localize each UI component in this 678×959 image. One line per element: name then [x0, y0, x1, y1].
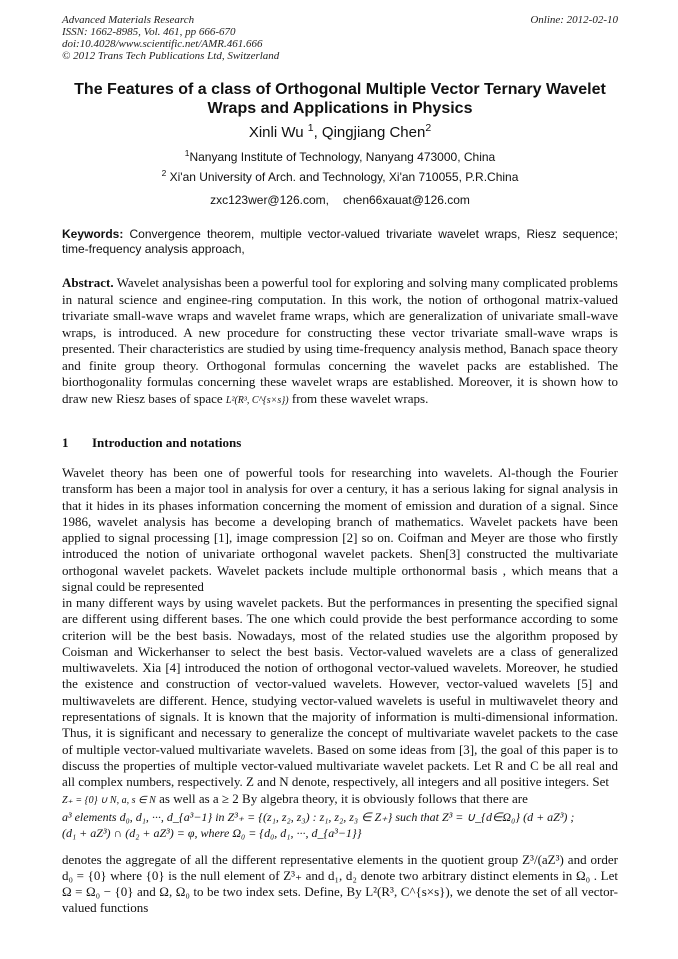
issn-line: ISSN: 1662-8985, Vol. 461, pp 666-670 [62, 26, 236, 38]
abstract-text: Wavelet analysishas been a powerful tool for exploring and solving many complicated problems in natural science and enginee-ring computation. In this work, the notion of orthogonal matrix-valued trivariate small-wave wraps and wavelet frame wraps, which are generalization of univariate small-wave wraps, is introduced. A new procedure for constructing these vector trivariate small-wave wraps is presented. Their characteristics are studied by using time-frequency analysis method, Banach space theory and finite group theory. Orthogonal formulas concerning the wavelet packs are established. The biorthogonality formulas concerning these wavelet wraps are established. Moreover, it is shown how to draw new Riesz bases of space [62, 275, 618, 406]
abstract-block [62, 275, 618, 409]
intro-paragraph-1: Wavelet theory has been one of powerful tools for researching into wavelets. Al-though the Fourier transform has been a major tool in analysis for over a century, it has a serious laking for signal analysis in that it hides in its phases information concerning the moment of emission and duration of a signal. Since 1986, wavelet analysis has become a developing branch of mathematics. Wavelet packets have been applied to signal processing [1], image compression [2] so on. Coifman and Meyer are those who firstly introduced the notion of univariate orthogonal wavelet packets. Shen[3] constructed the multivariate orthogonal wavelet packets. Wavelet packets include multiple orthonormal basis , which means that a signal could be represented [62, 465, 618, 595]
author-separator: , [313, 124, 322, 141]
abstract-label: Abstract. [62, 275, 114, 290]
author-1-affiliation-mark: 1 [307, 122, 314, 134]
intro-paragraph-3: denotes the aggregate of all the different representative elements in the quotient group Z³/(aZ³) and order d₀ = {0} where {0} is the null element of Z³₊ and d₁, d₂ denote two arbitrary distinct elements in Ω₀ . Let Ω = Ω₀ − {0} and Ω, Ω₀ to be two index sets. Define, By L²(R³, C^{s×s}), we denote the set of all vector-valued functions [62, 852, 618, 915]
section-number: 1 [62, 435, 69, 450]
intro-paragraph-2-text: in many different ways by using wavelet packets. But the performances in presenting the specified signal are different using different bases. The one which could provide the best performance according to some criterion will be the best basis. Nowadays, most of the related studies use the algorithm proposed by Coisman and Wickerhanser to select the best basis. Vector-valued wavelets are a class of generalized multiwavelets. Xia [4] introduced the notion of orthogonal vector-valued wavelets. Moreover, he studied the existence and construction of vector-valued wavelets. However, vector-valued wavelets [5] and multiwavelets are different. Hence, studying vector-valued wavelets is useful in multiwavelet theory and representations of signals. It is known that the majority of information is multi-dimensional information. Thus, it is significant and necessary to generalize the concept of multivariate wavelet packets to the case of multiple vector-valued multivariate wavelets. Based on some ideas from [3], the goal of this paper is to discuss the properties of multiple vector-valued multivariate wavelet packets. Let R and C be all real and all complex numbers, respectively. Z and N denote, respectively, all integers and all positive integers. Set [62, 595, 618, 790]
author-list [62, 124, 618, 142]
author-2-affiliation-mark: 2 [425, 122, 432, 134]
affiliation-2-mark: 2 [161, 168, 167, 178]
section-title: Introduction and notations [92, 435, 242, 450]
author-1: Xinli Wu [248, 124, 304, 141]
abstract-tail: from these wavelet wraps. [288, 390, 429, 406]
title-line-2: Wraps and Applications in Physics [207, 100, 473, 117]
keywords-text: Convergence theorem, multiple vector-valued trivariate wavelet wraps, Riesz sequence; time-frequency analysis approach, [62, 227, 618, 256]
keywords-block [62, 227, 618, 257]
space-formula: L²(R³, C^{s×s}) [225, 394, 289, 406]
paper-title [62, 80, 618, 118]
formula-z-plus: Z₊ = {0} ∪ N, a, s ∈ N [62, 794, 156, 806]
journal-name: Advanced Materials Research [62, 14, 195, 26]
online-date: Online: 2012-02-10 [530, 14, 618, 26]
section-heading [62, 435, 618, 451]
formula-coset-decomposition: a³ elements d₀, d₁, ···, d_{a³−1} in Z³₊ = {(z₁, z₂, z₃) : z₁, z₂, z₃ ∈ Z₊} such that Z³ = ∪_{d∈Ω₀} (d + aZ³) ; [62, 809, 575, 824]
email-2[interactable]: chen66xauat@126.com [342, 193, 470, 207]
email-1[interactable]: zxc123wer@126.com, [210, 193, 329, 207]
title-line-1: The Features of a class of Orthogonal Multiple Vector Ternary Wavelet [74, 81, 606, 98]
journal-header [62, 14, 618, 62]
author-2: Qingjiang Chen [321, 124, 426, 141]
author-emails [62, 193, 618, 208]
formula-omega-zero: (d₁ + aZ³) ∩ (d₂ + aZ³) = φ, where Ω₀ = {d₀, d₁, ···, d_{a³−1}} [62, 826, 362, 841]
formula-line-2 [62, 809, 618, 825]
formula-line-3 [62, 825, 618, 841]
affiliation-1-mark: 1 [184, 148, 190, 158]
formula-line-1 [62, 791, 618, 809]
affiliation-1-text: Nanyang Institute of Technology, Nanyang 473000, China [189, 150, 496, 164]
keywords-label: Keywords: [62, 227, 124, 241]
affiliation-2-text: Xi'an University of Arch. and Technology, Xi'an 710055, P.R.China [169, 170, 519, 184]
affiliation-2 [62, 170, 618, 185]
intro-paragraph-2 [62, 595, 618, 841]
copyright-line: © 2012 Trans Tech Publications Ltd, Switzerland [62, 50, 280, 62]
doi-line: doi:10.4028/www.scientific.net/AMR.461.666 [62, 38, 263, 50]
formula-line-1-tail: as well as a ≥ 2 By algebra theory, it is obviously follows that there are [155, 790, 528, 806]
affiliation-1 [62, 150, 618, 165]
